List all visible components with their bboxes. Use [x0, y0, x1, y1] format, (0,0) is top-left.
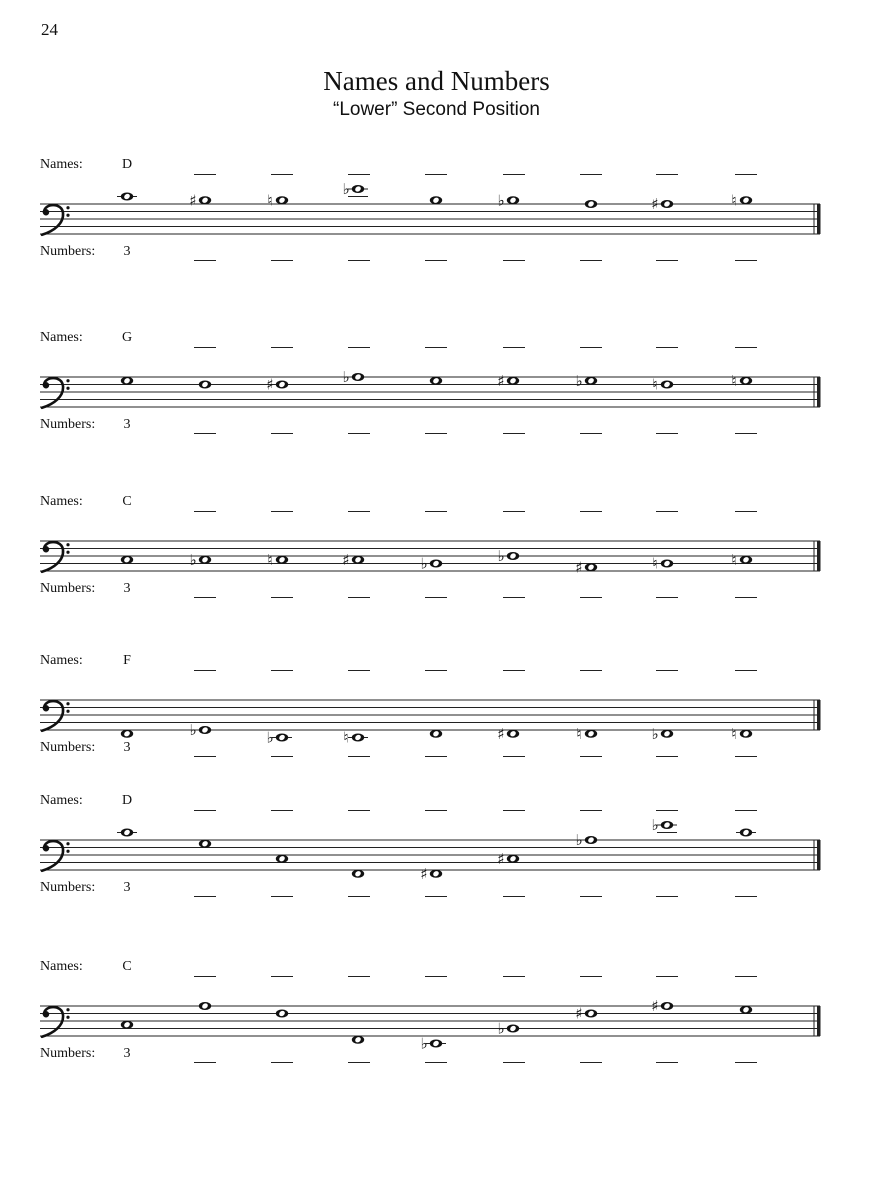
- sharp-accidental-icon: ♯: [651, 997, 659, 1015]
- given-position-number: 3: [123, 417, 131, 432]
- given-note-name: D: [121, 157, 133, 172]
- whole-note: [121, 556, 133, 564]
- flat-accidental-icon: ♭: [497, 1019, 505, 1038]
- whole-note: [430, 730, 442, 738]
- sharp-accidental-icon: ♯: [266, 375, 274, 394]
- sharp-accidental-icon: ♯: [189, 191, 197, 210]
- whole-note: [585, 200, 597, 208]
- whole-note: [740, 1006, 752, 1014]
- flat-accidental-icon: ♭: [420, 554, 428, 573]
- numbers-label: Numbers:: [40, 880, 96, 895]
- final-barline-thick: [817, 1006, 821, 1036]
- whole-note: [121, 730, 133, 738]
- given-note-name: C: [122, 494, 132, 509]
- whole-note: [121, 377, 133, 385]
- bass-clef-icon: [42, 542, 70, 572]
- page-number: 24: [41, 20, 58, 39]
- names-label: Names:: [40, 793, 83, 808]
- whole-note: [189, 551, 211, 569]
- numbers-label: Numbers:: [40, 417, 96, 432]
- whole-note: [575, 372, 597, 390]
- given-note-name: C: [122, 959, 132, 974]
- whole-note: [342, 180, 368, 198]
- whole-note: [497, 372, 519, 390]
- given-note-name: D: [121, 793, 133, 808]
- sharp-accidental-icon: ♯: [497, 849, 505, 868]
- whole-note: [266, 729, 292, 747]
- music-staff: [0, 796, 873, 906]
- final-barline-thick: [817, 840, 821, 870]
- whole-note: [651, 997, 673, 1015]
- page-subtitle: “Lower” Second Position: [333, 99, 540, 120]
- natural-accidental-icon: ♮: [343, 728, 349, 747]
- whole-note: [267, 551, 288, 569]
- bass-clef-icon: [42, 841, 70, 871]
- numbers-label: Numbers:: [40, 581, 96, 596]
- numbers-label: Numbers:: [40, 244, 96, 259]
- natural-accidental-icon: ♮: [267, 191, 273, 210]
- music-staff: [0, 160, 873, 270]
- sharp-accidental-icon: ♯: [575, 558, 583, 577]
- whole-note: [731, 372, 752, 390]
- whole-note: [117, 829, 137, 837]
- flat-accidental-icon: ♭: [189, 721, 197, 739]
- whole-note: [651, 195, 673, 213]
- final-barline-thick: [817, 377, 821, 407]
- whole-note: [342, 551, 364, 569]
- natural-accidental-icon: ♮: [731, 191, 737, 210]
- whole-note: [651, 816, 677, 834]
- flat-accidental-icon: ♭: [651, 816, 659, 834]
- flat-accidental-icon: ♭: [497, 547, 505, 565]
- whole-note: [575, 831, 597, 849]
- staff-system: [0, 157, 873, 270]
- whole-note: [652, 555, 673, 573]
- whole-note: [189, 191, 211, 209]
- natural-accidental-icon: ♮: [731, 550, 737, 569]
- flat-accidental-icon: ♭: [266, 728, 274, 747]
- whole-note: [117, 193, 137, 201]
- whole-note: [651, 725, 673, 743]
- music-staff: [0, 962, 873, 1072]
- whole-note: [276, 1010, 288, 1018]
- staff-system: [0, 653, 873, 766]
- bass-clef-icon: [42, 701, 70, 731]
- flat-accidental-icon: ♭: [575, 831, 583, 849]
- whole-note: [575, 558, 597, 576]
- whole-note: [276, 855, 288, 863]
- whole-note: [497, 547, 519, 565]
- given-position-number: 3: [123, 880, 131, 895]
- page-title: Names and Numbers: [323, 66, 550, 96]
- whole-note: [266, 376, 288, 394]
- whole-note: [430, 196, 442, 204]
- whole-note: [352, 870, 364, 878]
- sharp-accidental-icon: ♯: [497, 371, 505, 390]
- flat-accidental-icon: ♭: [420, 1034, 428, 1053]
- staff-system: [0, 959, 873, 1072]
- staff-system: [0, 330, 873, 443]
- staff-system: [0, 494, 873, 607]
- numbers-label: Numbers:: [40, 1046, 96, 1061]
- names-label: Names:: [40, 653, 83, 668]
- sharp-accidental-icon: ♯: [420, 864, 428, 883]
- whole-note: [575, 1005, 597, 1023]
- music-staff: [0, 333, 873, 443]
- whole-note: [420, 865, 442, 883]
- natural-accidental-icon: ♮: [731, 371, 737, 390]
- flat-accidental-icon: ♭: [189, 550, 197, 569]
- whole-note: [731, 551, 752, 569]
- whole-note: [199, 1002, 211, 1010]
- given-note-name: F: [123, 653, 131, 668]
- natural-accidental-icon: ♮: [652, 554, 658, 573]
- given-note-name: G: [121, 330, 133, 345]
- sharp-accidental-icon: ♯: [342, 550, 350, 569]
- natural-accidental-icon: ♮: [731, 724, 737, 743]
- final-barline-thick: [817, 204, 821, 234]
- whole-note: [342, 368, 364, 386]
- whole-note: [420, 555, 442, 573]
- bass-clef-icon: [42, 1007, 70, 1037]
- given-position-number: 3: [123, 740, 131, 755]
- names-label: Names:: [40, 330, 83, 345]
- names-label: Names:: [40, 494, 83, 509]
- whole-note: [121, 1021, 133, 1029]
- sharp-accidental-icon: ♯: [575, 1004, 583, 1023]
- whole-note: [497, 1020, 519, 1038]
- names-label: Names:: [40, 959, 83, 974]
- whole-note: [199, 381, 211, 389]
- natural-accidental-icon: ♮: [576, 724, 582, 743]
- given-position-number: 3: [123, 244, 131, 259]
- bass-clef-icon: [42, 378, 70, 408]
- sharp-accidental-icon: ♯: [497, 724, 505, 743]
- whole-note: [497, 725, 519, 743]
- flat-accidental-icon: ♭: [342, 180, 350, 198]
- whole-note: [497, 850, 519, 868]
- whole-note: [352, 1036, 364, 1044]
- whole-note: [731, 725, 752, 743]
- bass-clef-icon: [42, 205, 70, 235]
- flat-accidental-icon: ♭: [651, 724, 659, 743]
- music-staff: [0, 656, 873, 766]
- flat-accidental-icon: ♭: [575, 371, 583, 390]
- whole-note: [497, 191, 519, 209]
- music-staff: [0, 497, 873, 607]
- whole-note: [576, 725, 597, 743]
- given-position-number: 3: [123, 581, 131, 596]
- final-barline-thick: [817, 541, 821, 571]
- natural-accidental-icon: ♮: [267, 550, 273, 569]
- whole-note: [736, 829, 756, 837]
- whole-note: [267, 191, 288, 209]
- numbers-label: Numbers:: [40, 740, 96, 755]
- flat-accidental-icon: ♭: [497, 191, 505, 210]
- final-barline-thick: [817, 700, 821, 730]
- whole-note: [652, 376, 673, 394]
- whole-note: [731, 191, 752, 209]
- natural-accidental-icon: ♮: [652, 375, 658, 394]
- whole-note: [189, 721, 211, 739]
- flat-accidental-icon: ♭: [342, 368, 350, 386]
- given-position-number: 3: [123, 1046, 131, 1061]
- whole-note: [430, 377, 442, 385]
- staff-system: [0, 793, 873, 906]
- whole-note: [199, 840, 211, 848]
- whole-note: [343, 729, 368, 747]
- whole-note: [420, 1035, 446, 1053]
- names-label: Names:: [40, 157, 83, 172]
- sharp-accidental-icon: ♯: [651, 195, 659, 213]
